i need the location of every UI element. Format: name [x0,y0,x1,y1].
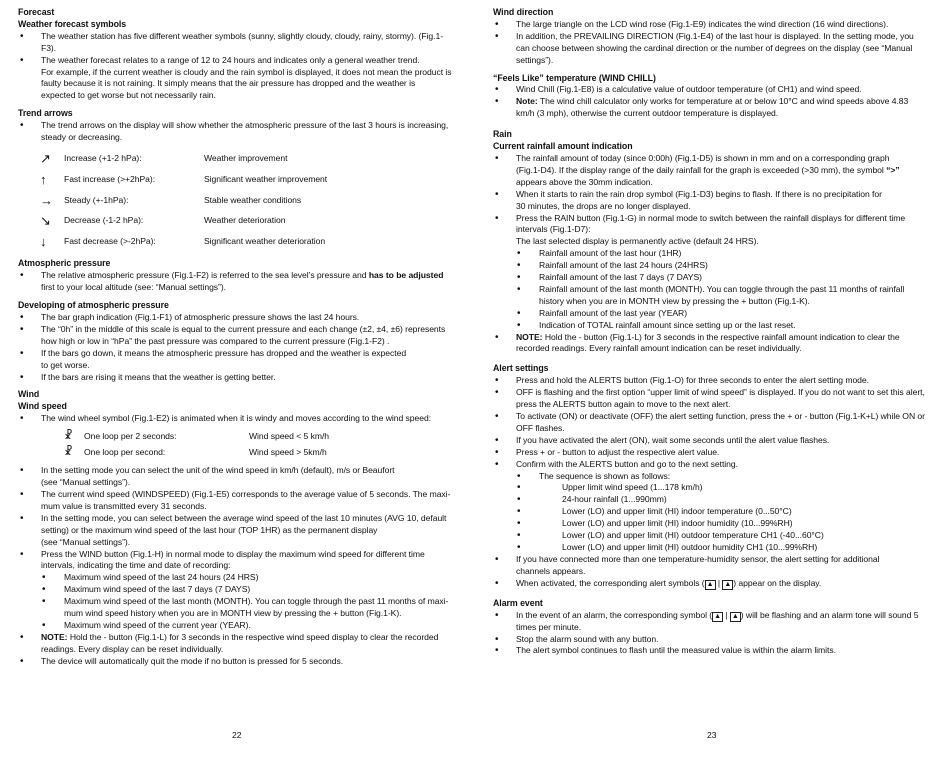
list-item: • The weather station has five different weather symbols (sunny, slightly cloudy, cloudy, rainy, stormy). (Fig.1-F3). [18,31,456,55]
wind-loop-table [18,429,456,461]
alert-down-icon: ▲ [724,580,732,588]
rain-heading: Rain [493,129,512,140]
list-item: • The relative atmospheric pressure (Fig.1-F2) is referred to the sea level’s pressure and has to be adjusted first to your local altitude (see: “Manual settings”). [18,270,456,294]
forecast-section [18,7,456,102]
wind-direction-section [493,7,933,67]
list-item: • Upper limit wind speed (1...178 km/h) [493,482,933,494]
rainfall-heading: Current rainfall amount indication [493,141,633,152]
list-item: • Lower (LO) and upper limit (HI) indoor temperature (0...50°C) [493,506,933,518]
atmospheric-heading: Atmospheric pressure [18,258,111,269]
alarm-section [493,598,933,658]
list-item: • If you have connected more than one temperature-humidity sensor, the alert setting for additional channels appears. [493,554,933,578]
list-item: • 24-hour rainfall (1...990mm) [493,494,933,506]
list-item: • Confirm with the ALERTS button and go to the next setting. [493,459,933,471]
list-item: • If you have activated the alert (ON), wait some seconds until the alert value flashes. [493,435,933,447]
list-item: • Rainfall amount of the last hour (1HR) [493,248,933,260]
trend-row: → Steady (+-1hPa): Stable weather conditions [18,190,456,211]
list-item: • Maximum wind speed of the last month (MONTH). You can toggle through the past 11 months of maxi- mum wind speed history when you are in MONTH view by pressing the + button (Fig.1-K). [18,596,456,620]
list-item: • The rainfall amount of today (since 0:00h) (Fig.1-D5) is shown in mm and on a corresponding graph (Fig.1-D4). If the display range of the daily rainfall for the graph is exceeded (>30 mm), the symbol “>” appears above the 30mm indication. [493,153,933,189]
list-item: • In the setting mode you can select the unit of the wind speed in km/h (default), m/s or Beaufort (see “Manual settings”). [18,465,456,489]
page-number-right: 23 [707,730,717,740]
wind-wheel-icon: ☧ [64,430,73,443]
list-item: • The “0h” in the middle of this scale is equal to the current pressure and each change (±2, ±4, ±6) represents how high or low in “hPa” the past pressure was compared to the current pressure (Fig.1-F2) . [18,324,456,348]
list-item: • The bar graph indication (Fig.1-F1) of atmospheric pressure shows the last 24 hours. [18,312,456,324]
list-item: • The device will automatically quit the mode if no button is pressed for 5 seconds. [18,656,456,668]
arrow-up-right-icon: ↗ [40,151,51,167]
list-item: • When it starts to rain the rain drop symbol (Fig.1-D3) begins to flash. If there is no precipitation for 30 minutes, the drops are no longer displayed. [493,189,933,213]
alert-section [493,363,933,589]
wind-wheel-icon: ☧ [64,446,73,459]
wind-heading: Wind [18,389,40,400]
wind-section [18,389,456,667]
list-item: • Press the RAIN button (Fig.1-G) in normal mode to switch between the rainfall displays for different time intervals (Fig.1-D7): The last selected display is permanently active (default 24 HRS). [493,213,933,249]
forecast-heading: Forecast [18,7,55,17]
list-item: • NOTE: Hold the - button (Fig.1-L) for 3 seconds in the respective wind speed display to clear the recorded readings. Every display can be reset individually. [18,632,456,656]
arrow-down-icon: ↓ [40,234,47,250]
wind-loop-row: ☧ One loop per second: Wind speed > 5km/h [64,446,327,459]
list-item: • Press the WIND button (Fig.1-H) in normal mode to display the maximum wind speed for different time intervals, indicating the time and date of recording: [18,549,456,573]
list-item: • Press and hold the ALERTS button (Fig.1-O) for three seconds to enter the alert setting mode. [493,375,933,387]
list-item: • The trend arrows on the display will show whether the atmospheric pressure of the last 3 hours is increasing, steady or decreasing. [18,120,456,144]
left-page [18,7,456,668]
list-item: • Press + or - button to adjust the respective alert value. [493,447,933,459]
list-item: • The wind wheel symbol (Fig.1-E2) is animated when it is windy and moves according to the wind speed: [18,413,456,425]
rain-section [493,129,933,355]
list-item: • Lower (LO) and upper limit (HI) outdoor temperature CH1 (-40...60°C) [493,530,933,542]
list-item: • Rainfall amount of the last 24 hours (24HRS) [493,260,933,272]
alert-down-icon: ▲ [731,612,739,620]
trend-row: ↓ Fast decrease (>-2hPa): Significant weather deterioration [18,232,456,253]
list-item: • The large triangle on the LCD wind rose (Fig.1-E9) indicates the wind direction (16 wind directions). [493,19,933,31]
arrow-up-icon: ↑ [40,172,47,187]
forecast-symbols-heading: Weather forecast symbols [18,18,127,29]
trend-section [18,108,456,252]
alert-up-icon: ▲ [714,612,722,620]
list-item: • In the event of an alarm, the corresponding symbol ( ▲ | ▲ ) will be flashing and an alarm tone will sound 5 times per minute. [493,610,933,634]
list-item: • Lower (LO) and upper limit (HI) indoor humidity (10...99%RH) [493,518,933,530]
arrow-right-icon: → [40,192,53,208]
list-item: • The sequence is shown as follows: [493,471,933,483]
developing-heading: Developing of atmospheric pressure [18,300,169,311]
list-item: • If the bars are rising it means that the weather is getting better. [18,372,456,384]
wind-speed-heading: Wind speed [18,401,67,412]
list-item: • In addition, the PREVAILING DIRECTION (Fig.1-E4) of the last hour is displayed. In the setting mode, you can choose between showing the cardinal direction or the number of degrees on the display (see “Manual settings”). [493,31,933,67]
list-item: • Note: The wind chill calculator only works for temperature at or below 10°C and wind speeds above 4.83 km/h (3 mph), otherwise the current outdoor temperature is displayed. [493,96,933,120]
list-item: • Maximum wind speed of the last 24 hours (24 HRS) [18,572,456,584]
atmospheric-section [18,258,456,294]
feels-like-section [493,73,933,121]
list-item: • Lower (LO) and upper limit (HI) outdoor humidity CH1 (10...99%RH) [493,542,933,554]
list-item: • If the bars go down, it means the atmospheric pressure has dropped and the weather is expected to get worse. [18,348,456,372]
wind-direction-heading: Wind direction [493,7,554,17]
developing-section [18,300,456,383]
trend-heading: Trend arrows [18,108,73,119]
list-item: • Rainfall amount of the last 7 days (7 DAYS) [493,272,933,284]
list-item: • To activate (ON) or deactivate (OFF) the alert setting function, press the + or - button (Fig.1-K+L) while ON or OFF flashes. [493,411,933,435]
list-item: • When activated, the corresponding alert symbols ( ▲ | ▲ ) appear on the display. [493,578,933,590]
list-item: • Indication of TOTAL rainfall amount since setting up or the last reset. [493,320,933,332]
trend-table [18,149,456,252]
page-number-left: 22 [232,730,242,740]
list-item: • OFF is flashing and the first option “upper limit of wind speed” is displayed. If you do not want to set this alert, press the ALERTS button again to move to the next alert. [493,387,933,411]
list-item: • In the setting mode, you can select between the average wind speed of the last 10 minutes (AVG 10, default setting) or the maximum wind speed of the last hour (TOP 1HR) as the permanent display (see “Manual settings”). [18,513,456,549]
list-item: • The current wind speed (WINDSPEED) (Fig.1-E5) corresponds to the average value of 5 seconds. The maxi- mum value is transmitted every 31 seconds. [18,489,456,513]
list-item: • Stop the alarm sound with any button. [493,634,933,646]
feels-like-heading: “Feels Like” temperature (WIND CHILL) [493,72,656,83]
list-item: • Rainfall amount of the last year (YEAR) [493,308,933,320]
list-item: • Maximum wind speed of the last 7 days (7 DAYS) [18,584,456,596]
trend-row: ↘ Decrease (-1-2 hPa): Weather deterioration [18,211,456,232]
wind-loop-row: ☧ One loop per 2 seconds: Wind speed < 5 km/h [64,430,330,443]
right-page [493,7,933,657]
list-item: • Rainfall amount of the last month (MONTH). You can toggle through the past 11 months of rainfall history when you are in MONTH view by pressing the + button (Fig.1-K). [493,284,933,308]
alert-heading: Alert settings [493,363,549,374]
alarm-heading: Alarm event [493,597,543,608]
trend-row: ↑ Fast increase (>+2hPa): Significant weather improvement [18,170,456,191]
list-item: • Maximum wind speed of the current year (YEAR). [18,620,456,632]
arrow-down-right-icon: ↘ [40,213,51,229]
alert-up-icon: ▲ [706,580,714,588]
trend-row: ↗ Increase (+1-2 hPa): Weather improvement [18,149,456,170]
list-item: • The alert symbol continues to flash until the measured value is within the alarm limits. [493,645,933,657]
list-item: • NOTE: Hold the - button (Fig.1-L) for 3 seconds in the respective rainfall amount indication to clear the recorded readings. Every rainfall amount indication can be reset individually. [493,332,933,356]
list-item: • Wind Chill (Fig.1-E8) is a calculative value of outdoor temperature (of CH1) and wind speed. [493,84,933,96]
list-item: • The weather forecast relates to a range of 12 to 24 hours and indicates only a general weather trend. For example, if the current weather is cloudy and the rain symbol is displayed, it does not mean the product is faulty because it is not raining. It simply means that the air pressure has dropped and the weather is expected to get worse but not necessarily rain. [18,55,456,103]
